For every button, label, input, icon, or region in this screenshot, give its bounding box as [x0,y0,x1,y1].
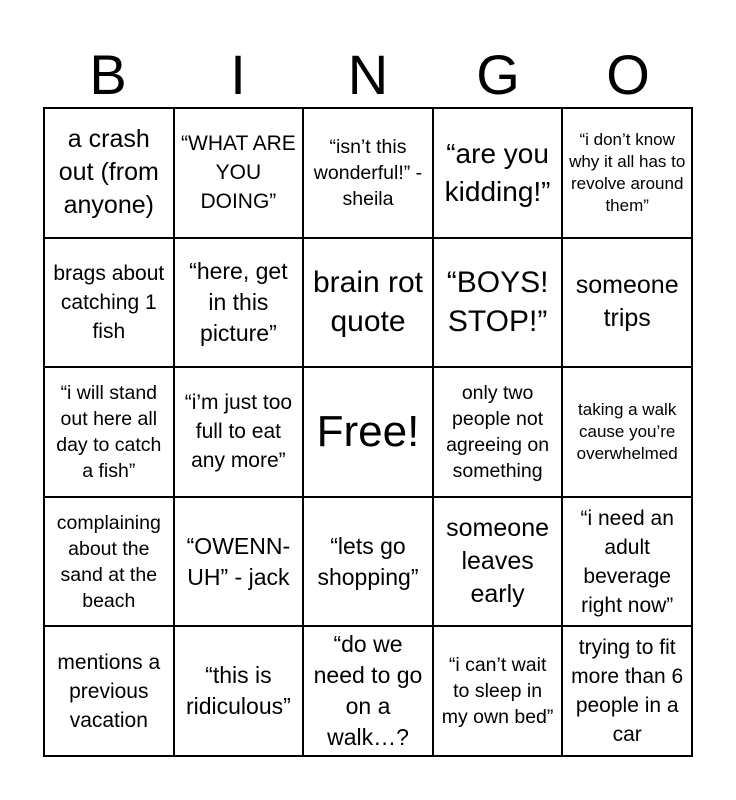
bingo-cell[interactable] [44,626,174,756]
cell-text: complaining about the sand at the beach [56,511,161,612]
cell-text: someone trips [575,271,679,333]
bingo-header [43,43,693,106]
bingo-cell[interactable] [562,367,692,497]
bingo-cell[interactable] [562,108,692,238]
bingo-cell[interactable] [303,238,433,368]
header-letter-n: N [347,43,389,106]
bingo-cell[interactable] [433,367,563,497]
bingo-cell[interactable] [174,497,304,627]
cell-text: “here, get in this picture” [189,257,288,346]
cell-text: “are you kidding!” [444,137,551,207]
bingo-cell[interactable] [44,108,174,238]
bingo-cell[interactable] [44,497,174,627]
cell-text: a crash out (from anyone) [58,125,159,220]
free-space-cell[interactable] [303,367,433,497]
cell-text: “do we need to go on a walk…? [313,631,423,751]
cell-text: “isn’t this wonderful!” - sheila [313,135,423,210]
cell-text: mentions a previous vacation [57,650,161,732]
bingo-cell[interactable] [174,626,304,756]
cell-text: trying to fit more than 6 people in a car [571,636,684,747]
bingo-cell[interactable] [303,626,433,756]
bingo-cell[interactable] [433,238,563,368]
bingo-cell[interactable] [303,108,433,238]
cell-text: “i don’t know why it all has to revolve around them” [569,129,686,215]
cell-text: “lets go shopping” [317,532,419,590]
bingo-cell[interactable] [562,238,692,368]
bingo-cell[interactable] [174,108,304,238]
bingo-cell[interactable] [562,497,692,627]
bingo-cell[interactable] [174,367,304,497]
header-letter-g: G [476,43,520,106]
bingo-cell[interactable] [433,626,563,756]
cell-text: taking a walk cause you’re overwhelmed [576,399,678,463]
bingo-cell[interactable] [562,626,692,756]
cell-text: someone leaves early [446,514,550,609]
bingo-cell[interactable] [433,497,563,627]
bingo-cell[interactable] [433,108,563,238]
cell-text: “i can’t wait to sleep in my own bed” [441,654,554,729]
cell-text: “this is ridiculous” [185,662,291,720]
cell-text: “OWENN-UH” - jack [186,532,291,590]
bingo-cell[interactable] [174,238,304,368]
bingo-cell[interactable] [44,367,174,497]
header-letter-b: B [89,43,127,106]
cell-text: only two people not agreeing on something [446,381,550,482]
bingo-board [43,107,693,757]
cell-text: “i’m just too full to eat any more” [184,391,293,473]
cell-text: “BOYS! STOP!” [446,266,549,339]
bingo-cell[interactable] [303,497,433,627]
cell-text: “i will stand out here all day to catch a fish” [56,381,162,482]
bingo-cell[interactable] [44,238,174,368]
header-letter-i: I [230,43,246,106]
cell-text: brags about catching 1 fish [53,261,165,343]
cell-text: “i need an adult beverage right now” [580,506,674,617]
header-letter-o: O [606,43,650,106]
cell-text: “WHAT ARE YOU DOING” [181,132,296,214]
cell-text: brain rot quote [312,266,424,339]
free-space-label: Free! [316,406,420,456]
